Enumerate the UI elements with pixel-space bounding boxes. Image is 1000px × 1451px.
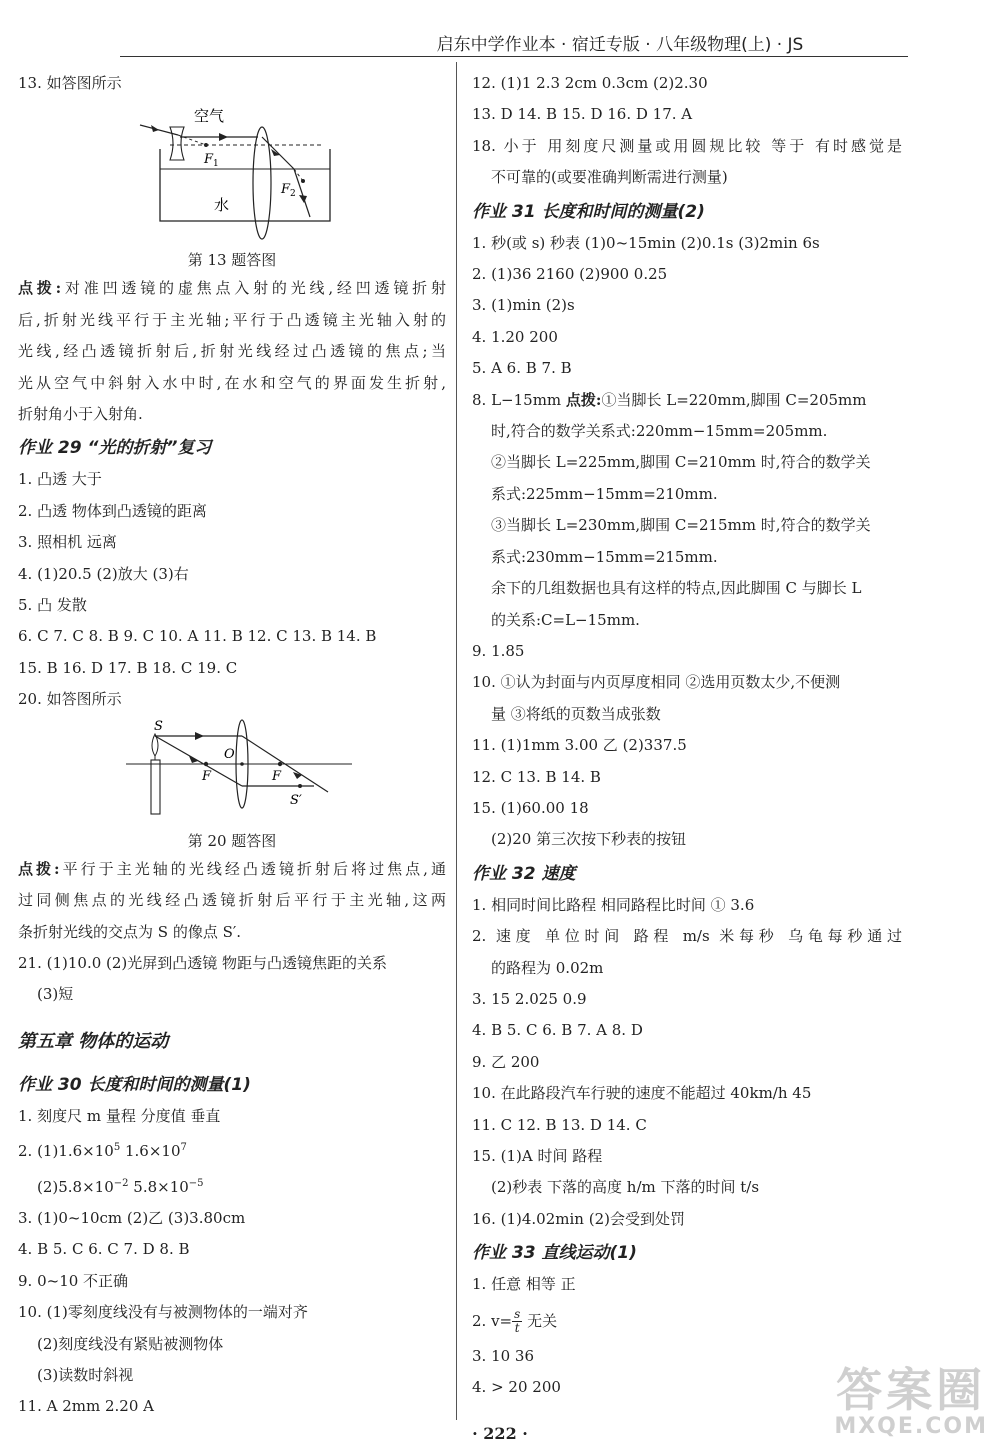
answer-line: 3. 10 36 [472, 1346, 535, 1365]
answer-line: 12. C 13. B 14. B [472, 767, 601, 786]
watermark-title: 答案圈 [836, 1363, 987, 1417]
header-rule [120, 56, 908, 57]
tip20-label: 点拨: [18, 859, 60, 878]
answer-line: 1. 任意 相等 正 [472, 1275, 576, 1294]
answer-line: 15. B 16. D 17. B 18. C 19. C [18, 658, 238, 677]
right-column [472, 68, 902, 1403]
answer-line: 时,符合的数学关系式:220mm−15mm=205mm. [491, 422, 828, 441]
answer-line: 系式:230mm−15mm=215mm. [491, 547, 718, 566]
answer-line: 10. ①认为封面与内页厚度相同 ②选用页数太少,不便测 [472, 673, 841, 692]
answer-line: 4. (1)20.5 (2)放大 (3)右 [18, 564, 189, 583]
answer-line: 3. (1)0~10cm (2)乙 (3)3.80cm [18, 1208, 246, 1227]
fig13-f1-sub: 1 [213, 159, 219, 170]
tip20-line: 点拨:平行于主光轴的光线经凸透镜折射后将过焦点,通 [18, 859, 446, 878]
tip13-line: 光从空气中斜射入水中时,在水和空气的界面发生折射, [18, 373, 446, 392]
fig20-o-label: O [224, 746, 235, 762]
tip-label: 点拨: [565, 390, 602, 409]
fig20-f-right-label: F [272, 768, 282, 784]
fig13-air-label: 空气 [194, 107, 225, 126]
answer-line: 10. 在此路段汽车行驶的速度不能超过 40km/h 45 [472, 1084, 812, 1103]
answer-line: (2)刻度线没有紧贴被测物体 [37, 1334, 224, 1353]
figure-13-caption: 第 13 题答图 [187, 251, 277, 270]
answer-line: 9. 1.85 [472, 641, 525, 660]
figure-20 [18, 716, 446, 828]
tip20-line: 过同侧焦点的光线经凸透镜折射后平行于主光轴,这两 [18, 891, 446, 910]
hw29-title: 作业 29 “光的折射”复习 [18, 438, 212, 459]
watermark-url: MXQE.COM [834, 1414, 988, 1439]
fig20-f-left-label: F [202, 768, 212, 784]
answer-line: 2. 速度 单位时间 路程 m/s 米每秒 乌龟每秒通过 [472, 927, 902, 946]
answer-line: 不可靠的(或要准确判断需进行测量) [491, 168, 728, 187]
answer-line: 9. 乙 200 [472, 1052, 540, 1071]
q13-intro: 13. 如答图所示 [18, 74, 122, 92]
answer-line: 15. (1)A 时间 路程 [472, 1147, 603, 1165]
answer-line: 1. 刻度尺 m 量程 分度值 垂直 [18, 1106, 221, 1125]
answer-line: (3)读数时斜视 [37, 1365, 134, 1384]
answer-line: 20. 如答图所示 [18, 690, 122, 709]
answer-line: 4. B 5. C 6. B 7. A 8. D [472, 1021, 643, 1040]
answer-line: 12. (1)1 2.3 2cm 0.3cm (2)2.30 [472, 74, 708, 92]
answer-line: 15. (1)60.00 18 [472, 798, 589, 817]
answer-line: (2)秒表 下落的高度 h/m 下落的时间 t/s [491, 1178, 760, 1197]
answer-line: (2)20 第三次按下秒表的按钮 [491, 830, 687, 849]
answer-line: 4. > 20 200 [472, 1378, 561, 1397]
figure-20-caption: 第 20 题答图 [187, 831, 277, 850]
left-column [18, 68, 446, 1423]
answer-line: 的关系:C=L−15mm. [491, 610, 640, 629]
hw33-title: 作业 33 直线运动(1) [472, 1243, 637, 1264]
tip13-label: 点拨: [18, 279, 62, 298]
answer-line: 13. D 14. B 15. D 16. D 17. A [472, 105, 693, 124]
watermark-logo [834, 1363, 988, 1439]
answer-line: 3. 照相机 远离 [18, 533, 117, 552]
page-number: · 222 · [472, 1424, 528, 1443]
answer-line: 3. (1)min (2)s [472, 296, 575, 315]
figure-13-diagram [18, 99, 446, 247]
answer-line: 2. v= $\frac{s}{t}$ 无关 [472, 1307, 558, 1336]
answer-line: 系式:225mm−15mm=210mm. [491, 484, 718, 503]
fig13-water-label: 水 [214, 196, 230, 215]
answer-line: 11. A 2mm 2.20 A [18, 1397, 154, 1416]
answer-line: 18. 小于 用刻度尺测量或用圆规比较 等于 有时感觉是 [472, 136, 902, 155]
answer-line: 11. C 12. B 13. D 14. C [472, 1115, 647, 1134]
answer-line: 量 ③将纸的页数当成张数 [491, 704, 661, 723]
answer-line: 5. 凸 发散 [18, 596, 87, 615]
answer-line: 4. B 5. C 6. C 7. D 8. B [18, 1240, 190, 1259]
answer-line: (3)短 [37, 985, 74, 1004]
answer-line: 余下的几组数据也具有这样的特点,因此脚围 C 与脚长 L [491, 579, 862, 598]
answer-line: 16. (1)4.02min (2)会受到处罚 [472, 1209, 685, 1228]
fig20-s-prime-label: S′ [290, 792, 302, 808]
tip13-line: 后,折射光线平行于主光轴;平行于凸透镜主光轴入射的 [18, 310, 446, 329]
hw30-title: 作业 30 长度和时间的测量(1) [18, 1074, 251, 1095]
column-divider [456, 62, 457, 1420]
tip13-line: 点拨:对准凹透镜的虚焦点入射的光线,经凹透镜折射 [18, 279, 446, 298]
answer-line: 2. $(1)1.6\times 10^5$ $1.6\times 10^7$ [18, 1142, 187, 1161]
answer-line: 1. 相同时间比路程 相同路程比时间 ① 3.6 [472, 895, 755, 914]
fraction: $\frac{s}{t}$ [514, 1307, 521, 1336]
answer-line: 2. (1)36 2160 (2)900 0.25 [472, 265, 668, 284]
answer-line: 1. 凸透 大于 [18, 470, 102, 489]
figure-20-diagram [18, 716, 446, 828]
page-header: 启东中学作业本 · 宿迁专版 · 八年级物理(上) · JS [436, 35, 804, 55]
hw31-title: 作业 31 长度和时间的测量(2) [472, 201, 705, 222]
fig13-f2-sub: 2 [290, 189, 296, 200]
answer-line: 8. L−15mm 点拨:①当脚长 L=220mm,脚围 C=205mm [472, 390, 867, 409]
chapter-title: 第五章 物体的运动 [18, 1030, 169, 1052]
answer-line: 1. 秒(或 s) 秒表 (1)0~15min (2)0.1s (3)2min 6s [472, 233, 820, 252]
answer-line: 21. (1)10.0 (2)光屏到凸透镜 物距与凸透镜焦距的关系 [18, 953, 388, 972]
answer-line: $(2)5.8\times 10^{-2}$ $5.8\times 10^{-5}$ [37, 1177, 204, 1196]
figure-13 [18, 99, 446, 247]
fig20-s-label: S [154, 718, 163, 734]
fig13-f1-label: F [204, 152, 214, 168]
answer-line: 6. C 7. C 8. B 9. C 10. A 11. B 12. C 13. B 14. B [18, 627, 377, 646]
answer-line: ②当脚长 L=225mm,脚围 C=210mm 时,符合的数学关 [491, 453, 871, 472]
tip13-line: 光线,经凸透镜折射后,折射光线经过凸透镜的焦点;当 [18, 342, 446, 361]
answer-line: 10. (1)零刻度线没有与被测物体的一端对齐 [18, 1303, 308, 1322]
answer-line: 的路程为 0.02m [491, 958, 604, 977]
answer-line: 9. 0~10 不正确 [18, 1271, 129, 1290]
answer-line: ③当脚长 L=230mm,脚围 C=215mm 时,符合的数学关 [491, 516, 871, 535]
answer-line: 5. A 6. B 7. B [472, 359, 572, 378]
tip13-line: 折射角小于入射角. [18, 405, 143, 424]
tip20-line: 条折射光线的交点为 S 的像点 S′. [18, 922, 242, 941]
fig13-f2-label: F [281, 182, 291, 198]
answer-line: 2. 凸透 物体到凸透镜的距离 [18, 501, 207, 520]
hw32-title: 作业 32 速度 [472, 863, 576, 884]
answer-line: 3. 15 2.025 0.9 [472, 989, 587, 1008]
answer-line: 11. (1)1mm 3.00 乙 (2)337.5 [472, 736, 687, 755]
answer-line: 4. 1.20 200 [472, 327, 558, 346]
